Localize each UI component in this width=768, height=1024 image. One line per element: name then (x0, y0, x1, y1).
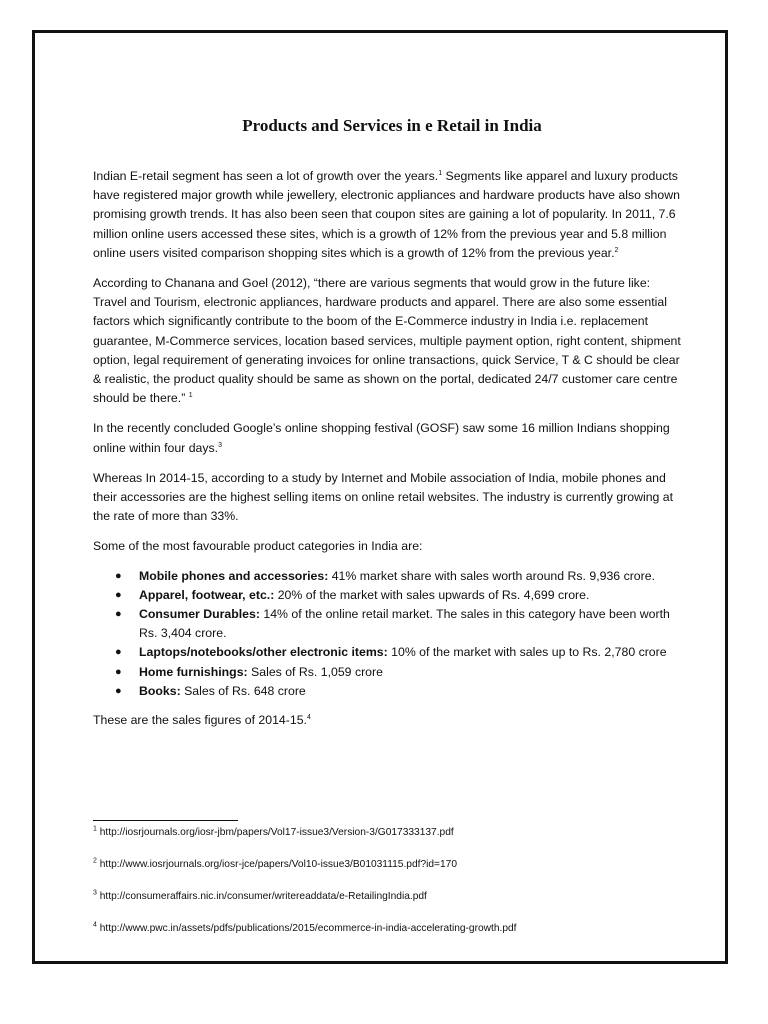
bullet-dot-icon: ● (115, 665, 122, 678)
footnote-link[interactable]: http://iosrjournals.org/iosr-jbm/papers/Vol17-issue3/Version-3/G017333137.pdf (99, 827, 454, 838)
paragraph-chanana-goel (93, 274, 683, 408)
footnote-ref[interactable]: 1 (188, 392, 193, 400)
paragraph-text: In the recently concluded Google’s online shopping festival (GOSF) saw some 16 million Indians shopping online within four days. (93, 421, 670, 455)
footnote-number: 4 (93, 921, 97, 929)
paragraph-iamai (93, 469, 683, 527)
footnote-separator (93, 820, 238, 821)
paragraph-text: According to Chanana and Goel (2012), “there are various segments that would grow in the future like: Travel and Tourism, electronic appliances, hardware products and apparel. There are also some essential factors which significantly contribute to the boom of the E-Commerce industry in India i.e. replacement guarantee, M-Commerce services, location based services, multiple payment option, right content, shipment option, legal requirement of generating invoices for online transactions, quick Service, T & C should be clear & realistic, the product quality should be same as shown on the portal, dedicated 24/7 customer care centre should be there.” (93, 276, 681, 406)
list-item-text: Sales of Rs. 1,059 crore (247, 664, 383, 679)
document-title: Products and Services in e Retail in India (242, 116, 542, 135)
paragraph-text: Whereas In 2014-15, according to a study by Internet and Mobile association of India, mobile phones and their accessories are the highest selling items on online retail websites. The industry is currently growing at the rate of more than 33%. (93, 470, 674, 524)
category-list (93, 567, 683, 701)
footnote-item (93, 826, 693, 840)
footnote-link[interactable]: http://www.iosrjournals.org/iosr-jce/papers/Vol10-issue3/B01031115.pdf?id=170 (99, 859, 457, 870)
footnote-ref[interactable]: 4 (306, 713, 311, 721)
closing-text: These are the sales figures of 2014-15. (93, 713, 307, 728)
list-item-text: 10% of the market with sales up to Rs. 2,780 crore (387, 645, 667, 660)
list-item-label: Home furnishings: (139, 664, 248, 679)
list-item-label: Mobile phones and accessories: (139, 568, 329, 583)
list-item (93, 682, 683, 701)
list-item-label: Books: (139, 683, 181, 698)
paragraph-text: Some of the most favourable product categories in India are: (93, 539, 423, 554)
bullet-dot-icon: ● (115, 646, 122, 659)
bullet-dot-icon: ● (115, 569, 122, 582)
footnote-item (93, 890, 693, 904)
footnote-item (93, 858, 693, 872)
footnote-ref[interactable]: 3 (218, 441, 222, 449)
footnote-link[interactable]: http://consumeraffairs.nic.in/consumer/writereaddata/e-RetailingIndia.pdf (99, 891, 427, 902)
list-item (93, 586, 683, 605)
footnote-number: 3 (93, 889, 97, 897)
list-item-label: Consumer Durables: (139, 607, 260, 622)
footnote-number: 2 (93, 857, 97, 865)
list-item (93, 643, 683, 662)
paragraph-text: Indian E-retail segment has seen a lot of growth over the years. (93, 169, 439, 183)
bullet-dot-icon: ● (115, 684, 122, 697)
footnotes (93, 826, 693, 954)
paragraph-text: Segments like apparel and luxury products have registered major growth while jewellery, electronic appliances and hardware products have also shown promising growth trends. It has also been seen that coupon sites are gaining a lot of popularity. In 2011, 7.6 million online users accessed these sites, which is a growth of 12% from the previous year and 5.8 million online users visited comparison shopping sites which is a growth of 12% from the previous year. (93, 169, 680, 260)
bullet-dot-icon: ● (115, 608, 122, 621)
list-item-text: 14% of the online retail market. The sales in this category have been worth Rs. 3,404 crore. (139, 607, 670, 641)
list-item-label: Apparel, footwear, etc.: (139, 587, 275, 602)
document-body (93, 116, 683, 730)
bullet-dot-icon: ● (115, 588, 122, 601)
list-item-text: 41% market share with sales worth around Rs. 9,936 crore. (328, 568, 655, 583)
paragraph-categories-intro (93, 537, 683, 556)
paragraph-gosf (93, 419, 683, 457)
footnote-link[interactable]: http://www.pwc.in/assets/pdfs/publications/2015/ecommerce-in-india-accelerating-growth.pdf (99, 923, 517, 934)
list-item-text: Sales of Rs. 648 crore (180, 683, 306, 698)
closing-sentence (93, 711, 683, 730)
list-item (93, 605, 683, 643)
footnote-ref[interactable]: 1 (438, 169, 443, 177)
list-item (93, 663, 683, 682)
list-item-text: 20% of the market with sales upwards of Rs. 4,699 crore. (274, 587, 590, 602)
list-item-label: Laptops/notebooks/other electronic items: (139, 645, 388, 660)
footnote-ref[interactable]: 2 (614, 246, 619, 254)
paragraph-intro (93, 167, 683, 263)
list-item (93, 567, 683, 586)
footnote-number: 1 (93, 825, 97, 833)
footnote-item (93, 922, 693, 936)
